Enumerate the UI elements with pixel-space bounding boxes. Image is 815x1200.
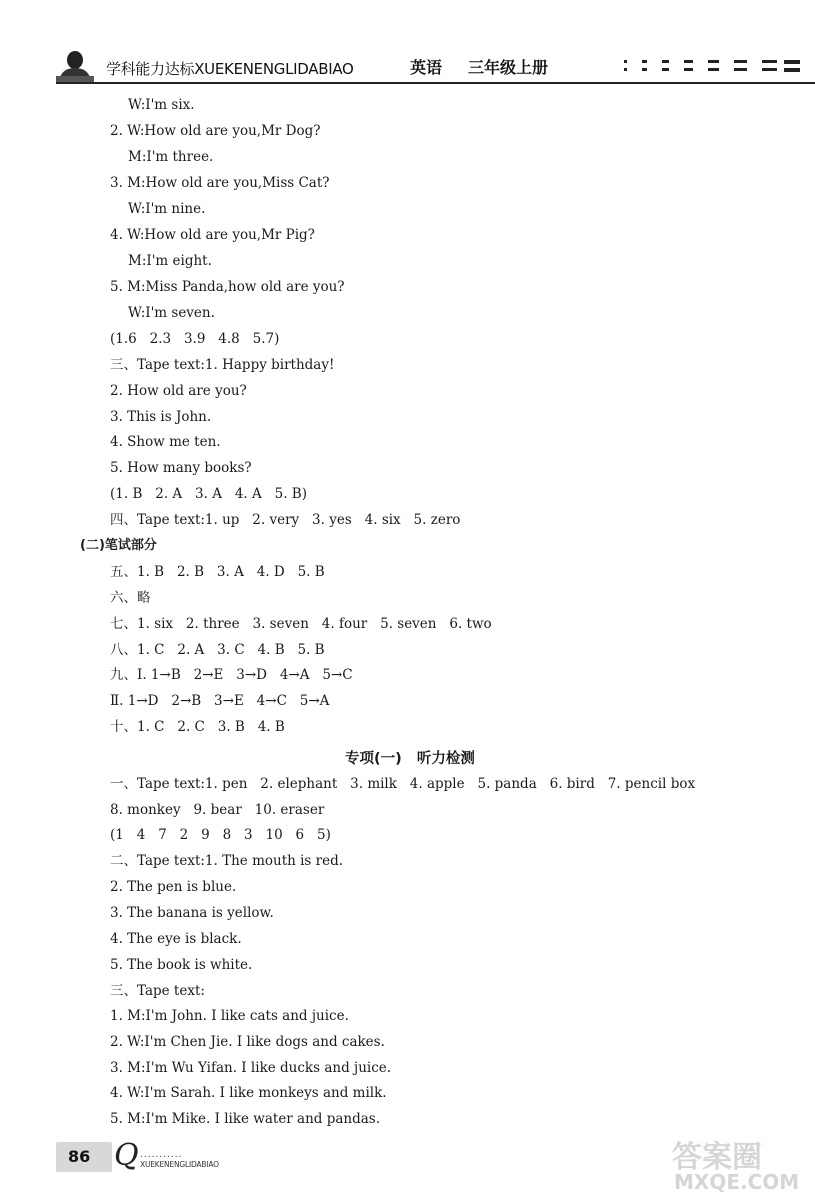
answer-line: 1. M:I'm John. I like cats and juice. <box>110 1008 349 1024</box>
subject-label: 英语 <box>410 58 443 77</box>
answer-line: 5. M:I'm Mike. I like water and pandas. <box>110 1111 381 1127</box>
answer-line: 五、1. B 2. B 3. A 4. D 5. B <box>110 564 325 580</box>
answer-line: 三、Tape text: <box>110 983 205 999</box>
answer-line: 5. M:Miss Panda,how old are you? <box>110 279 345 295</box>
answer-line: (1.6 2.3 3.9 4.8 5.7) <box>110 331 280 347</box>
answer-line: (1 4 7 2 9 8 3 10 6 5) <box>110 827 331 843</box>
answer-line: 十、1. C 2. C 3. B 4. B <box>110 719 285 735</box>
answer-line: W:I'm six. <box>128 97 195 113</box>
section-title: 专项(一) 听力检测 <box>345 751 475 767</box>
footer-brand: XUEKENENGLIDABIAO <box>140 1160 219 1169</box>
site-watermark <box>670 1132 810 1198</box>
answer-line: (1. B 2. A 3. A 4. A 5. B) <box>110 486 307 502</box>
answer-line: 3. M:How old are you,Miss Cat? <box>110 175 330 191</box>
grade-label: 三年级上册 <box>468 58 549 77</box>
answer-line: 四、Tape text:1. up 2. very 3. yes 4. six 5. zero <box>110 512 461 528</box>
answer-line: 九、Ⅰ. 1→B 2→E 3→D 4→A 5→C <box>110 667 353 683</box>
answer-line: Ⅱ. 1→D 2→B 3→E 4→C 5→A <box>110 693 330 709</box>
answer-line: 5. How many books? <box>110 460 252 476</box>
watermark-main-text: 答案圈 <box>672 1140 762 1175</box>
answer-line: M:I'm three. <box>128 149 214 165</box>
answer-line: M:I'm eight. <box>128 253 212 269</box>
answer-line: W:I'm nine. <box>128 201 206 217</box>
answer-line: 3. This is John. <box>110 409 212 425</box>
brand-title: 学科能力达标XUEKENENGLIDABIAO <box>106 60 354 78</box>
answer-line: 六、略 <box>110 590 151 606</box>
footer-dots: ........... <box>140 1150 183 1160</box>
section-heading: (二)笔试部分 <box>80 538 157 553</box>
answer-line: 4. W:I'm Sarah. I like monkeys and milk. <box>110 1085 387 1101</box>
watermark-url-text: MXQE.COM <box>674 1170 800 1194</box>
answer-line: 一、Tape text:1. pen 2. elephant 3. milk 4. apple 5. panda 6. bird 7. pencil box <box>110 776 696 792</box>
answer-line: 3. The banana is yellow. <box>110 905 274 921</box>
answer-line: 2. W:How old are you,Mr Dog? <box>110 123 321 139</box>
answer-line: 5. The book is white. <box>110 957 253 973</box>
answer-line: 2. W:I'm Chen Jie. I like dogs and cakes. <box>110 1034 385 1050</box>
answer-line: 八、1. C 2. A 3. C 4. B 5. B <box>110 642 325 658</box>
answer-line: 二、Tape text:1. The mouth is red. <box>110 853 344 869</box>
answer-line: 2. How old are you? <box>110 383 247 399</box>
answer-line: 8. monkey 9. bear 10. eraser <box>110 802 325 818</box>
footer-logo-letter: Q <box>114 1138 139 1173</box>
answer-line: 4. Show me ten. <box>110 434 221 450</box>
page-number: 86 <box>68 1147 91 1166</box>
answer-line: W:I'm seven. <box>128 305 215 321</box>
answer-line: 2. The pen is blue. <box>110 879 237 895</box>
answer-line: 三、Tape text:1. Happy birthday! <box>110 357 335 373</box>
answer-line: 七、1. six 2. three 3. seven 4. four 5. seven 6. two <box>110 616 492 632</box>
answer-line: 4. W:How old are you,Mr Pig? <box>110 227 315 243</box>
page-footer <box>56 1138 266 1174</box>
answer-line: 3. M:I'm Wu Yifan. I like ducks and juice. <box>110 1060 392 1076</box>
answer-line: 4. The eye is black. <box>110 931 242 947</box>
